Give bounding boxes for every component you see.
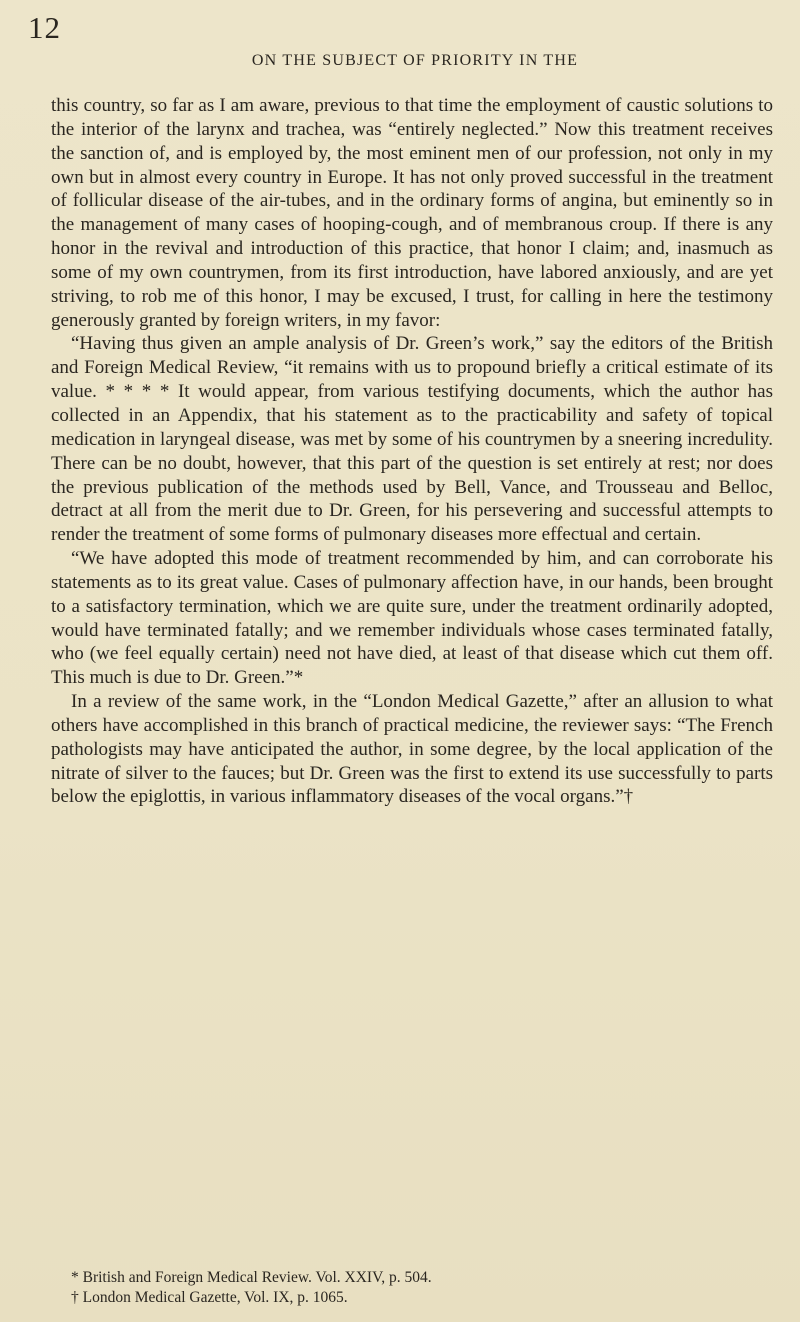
paragraph-4: In a review of the same work, in the “London Medical Gazette,” after an allusion to what others have accomplished in this branch of practical medicine, the reviewer says: “The French pathologists may have anticipated the author, in some degree, by the local application of the nitrate of silver to the fauces; but Dr. Green was the first to extend its use successfully to parts below the epiglottis, in various inflammatory diseases of the vocal organs.”† xyxy=(51,691,773,808)
paragraph-3: “We have adopted this mode of treatment recommended by him, and can corroborate his statements as to its great value. Cases of pulmonary affection have, in our hands, been brought to a satisfactory termination, which we are quite sure, under the treatment ordinarily adopted, would have terminated fatally; and we remember individuals whose cases terminated fatally, who (we feel equally certain) need not have died, at least of that disease which cut them off. This much is due to Dr. Green.”* xyxy=(51,548,773,689)
body-text xyxy=(51,94,773,809)
paragraph-2: “Having thus given an ample analysis of Dr. Green’s work,” say the editors of the British and Foreign Medical Review, “it remains with us to propound briefly a critical estimate of its value. * * * * It would appear, from various testifying documents, which the author has collected in an Appendix, that his statement as to the practicability and safety of topical medication in laryngeal disease, was met by some of his countrymen by a sneering incredulity. There can be no doubt, however, that this part of the question is set entirely at rest; nor does the previous publication of the methods used by Bell, Vance, and Trousseau and Belloc, detract at all from the merit due to Dr. Green, for his persevering and successful attempts to render the treatment of some forms of pulmonary diseases more effectual and certain. xyxy=(51,333,773,546)
running-head: ON THE SUBJECT OF PRIORITY IN THE xyxy=(251,52,579,69)
page-number: 12 xyxy=(28,10,61,45)
footnote-2: † London Medical Gazette, Vol. IX, p. 1065. xyxy=(71,1289,348,1306)
footnote-1: * British and Foreign Medical Review. Vol. XXIV, p. 504. xyxy=(71,1269,432,1286)
paragraph-1: this country, so far as I am aware, previous to that time the employment of caustic solutions to the interior of the larynx and trachea, was “entirely neglected.” Now this treatment receives the sanction of, and is employed by, the most eminent men of our profession, not only in my own but in almost every country in Europe. It has not only proved successful in the treatment of follicular disease of the air-tubes, and in the ordinary forms of angina, but eminently so in the management of many cases of hooping-cough, and of membranous croup. If there is any honor in the revival and introduction of this practice, that honor I claim; and, inasmuch as some of my own countrymen, from its first introduction, have labored anxiously, and are yet striving, to rob me of this honor, I may be excused, I trust, for calling in here the testimony generously granted by foreign writers, in my favor: xyxy=(51,95,773,331)
footnotes xyxy=(51,1268,773,1308)
